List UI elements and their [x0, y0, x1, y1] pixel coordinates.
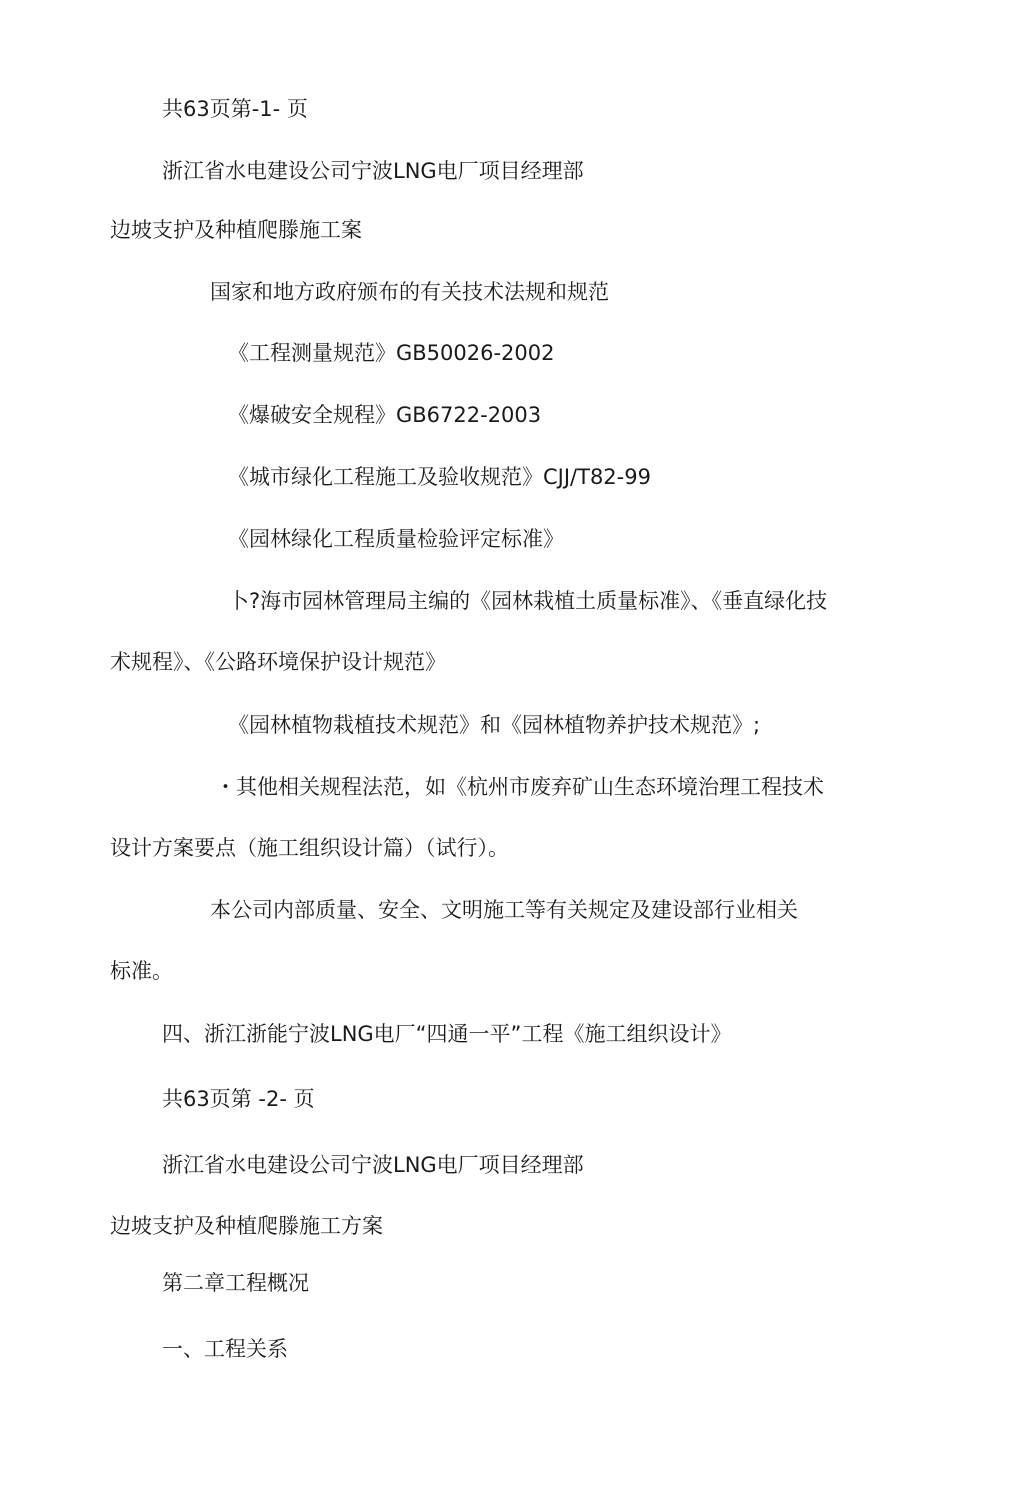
regulation-item-continued: 设计方案要点（施工组织设计篇）（试行）。: [110, 836, 509, 860]
header-company-2: 浙江省水电建设公司宁波LNG电厂项目经理部: [162, 1153, 584, 1177]
regulation-item-continued: 术规程》、《公路环境保护设计规范》: [110, 650, 446, 674]
regulation-item: ・其他相关规程法范，如《杭州市废弃矿山生态环境治理工程技术: [215, 775, 824, 799]
document-title-2: 边坡支护及种植爬滕施工方案: [110, 1214, 383, 1238]
page-number-1: 共63页第-1- 页: [162, 97, 308, 121]
header-company-1: 浙江省水电建设公司宁波LNG电厂项目经理部: [162, 159, 584, 183]
regulation-item: 《工程测量规范》GB50026-2002: [228, 341, 555, 365]
regulation-item-continued: 标准。: [110, 959, 173, 983]
regulation-item: 《园林绿化工程质量检验评定标准》: [228, 527, 564, 551]
document-title-1: 边坡支护及种植爬滕施工案: [110, 218, 362, 242]
regulation-item: 《爆破安全规程》GB6722-2003: [228, 403, 542, 427]
regulation-item: 《城市绿化工程施工及验收规范》CJJ/T82-99: [228, 465, 651, 489]
regulation-item: 《园林植物栽植技术规范》和《园林植物养护技术规范》;: [228, 713, 761, 737]
page-number-2: 共63页第 -2- 页: [162, 1087, 315, 1111]
chapter-heading: 第二章工程概况: [162, 1271, 309, 1295]
regulations-heading: 国家和地方政府颁布的有关技术法规和规范: [210, 280, 609, 304]
regulation-item: 本公司内部质量、安全、文明施工等有关规定及建设部行业相关: [210, 898, 798, 922]
section-heading: 四、浙江浙能宁波LNG电厂“四通一平”工程《施工组织设计》: [162, 1022, 732, 1046]
regulation-item: 卜?海市园林管理局主编的《园林栽植土质量标准》、《垂直绿化技: [228, 589, 828, 613]
subsection-heading: 一、工程关系: [162, 1337, 288, 1361]
